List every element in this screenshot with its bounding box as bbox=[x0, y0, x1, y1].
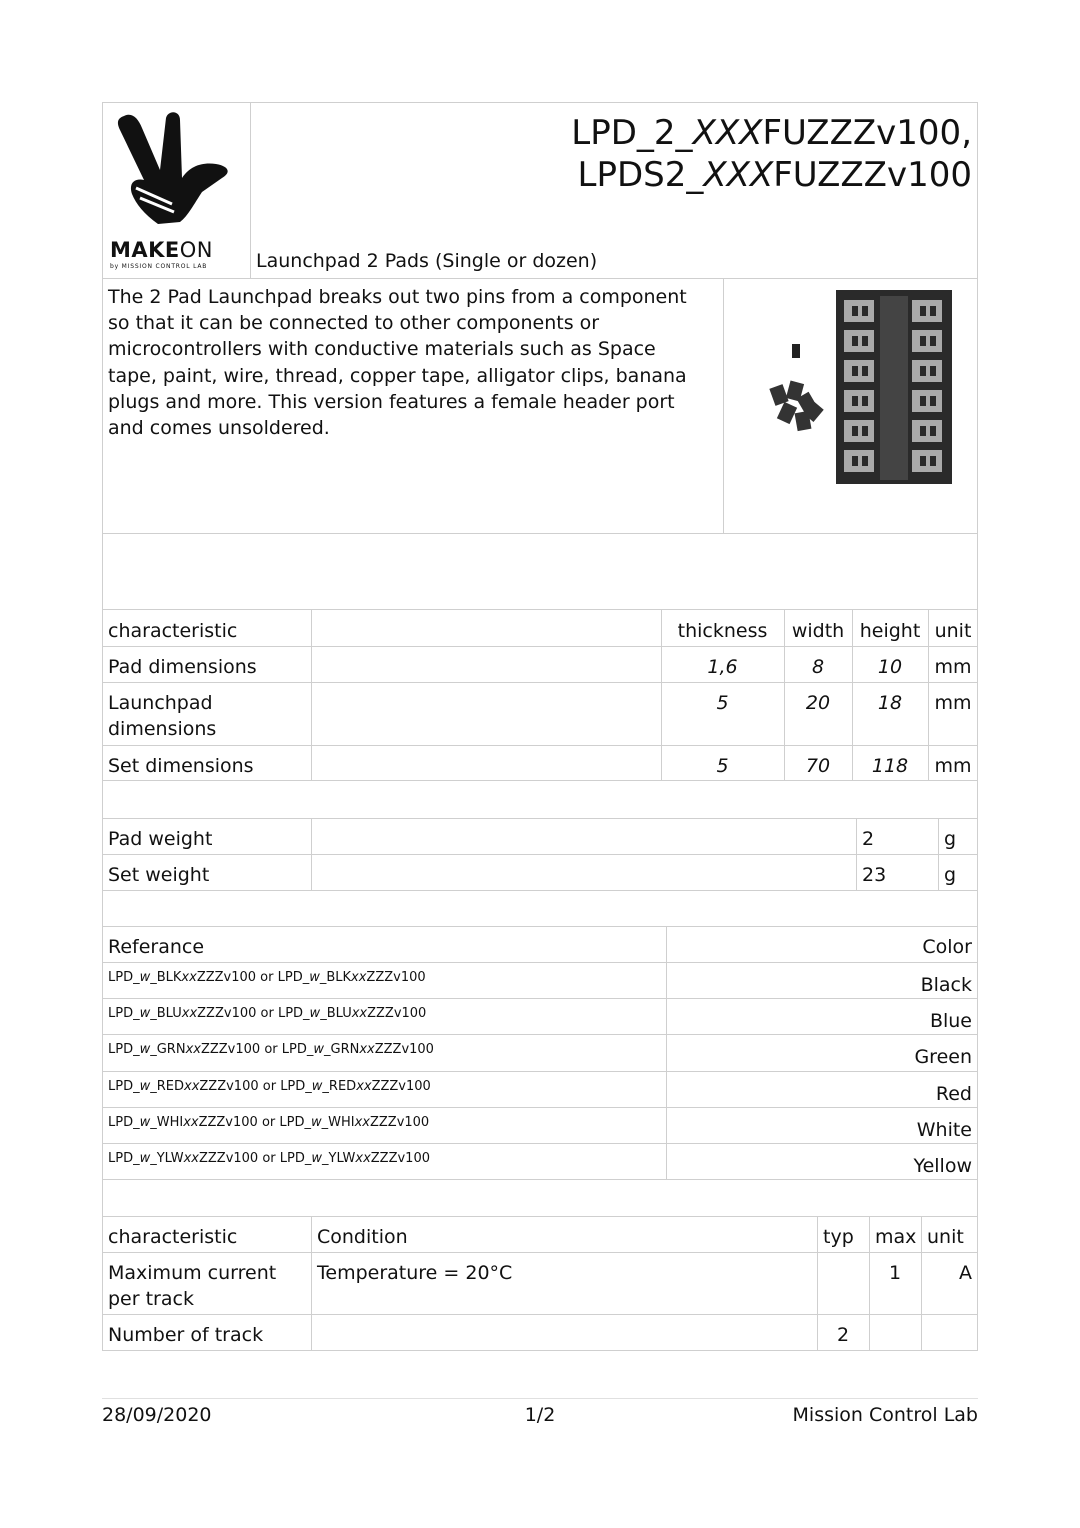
table-cell: 5 bbox=[716, 755, 729, 777]
table-cell bbox=[311, 1316, 323, 1328]
table-row-label: Set dimensions bbox=[108, 755, 254, 777]
table-cell: 5 bbox=[716, 692, 729, 714]
table-cell bbox=[869, 1316, 921, 1328]
reference-code: LPD_w_REDxxZZZv100 or LPD_w_REDxxZZZv100 bbox=[108, 1079, 431, 1094]
table-cell: g bbox=[944, 864, 957, 886]
footer-page-number: 1/2 bbox=[524, 1404, 556, 1426]
dim-header-thickness: thickness bbox=[677, 620, 768, 642]
table-cell: 1,6 bbox=[707, 656, 738, 678]
table-cell: A bbox=[959, 1262, 972, 1284]
table-row-label: Set weight bbox=[108, 864, 210, 886]
table-cell: mm bbox=[934, 656, 972, 678]
table-row-label: Pad weight bbox=[108, 828, 213, 850]
table-cell: 20 bbox=[805, 692, 831, 714]
reference-color: Red bbox=[935, 1083, 972, 1105]
spacer-row bbox=[102, 891, 978, 926]
divider bbox=[723, 278, 724, 533]
pad-set-panel bbox=[836, 290, 952, 484]
table-cell: Temperature = 20°C bbox=[317, 1262, 513, 1284]
table-row-label: Number of track bbox=[108, 1324, 264, 1346]
footer-company: Mission Control Lab bbox=[792, 1404, 978, 1426]
product-code-title: LPD_2_XXXFUZZZv100, LPDS2_XXXFUZZZv100 bbox=[571, 113, 972, 195]
table-cell: 70 bbox=[805, 755, 831, 777]
reference-color: White bbox=[916, 1119, 972, 1141]
ref-header-color: Color bbox=[922, 936, 972, 958]
reference-color: Green bbox=[914, 1046, 972, 1068]
reference-color: Blue bbox=[929, 1010, 972, 1032]
dim-header-width: width bbox=[791, 620, 845, 642]
elec-header-typ: typ bbox=[823, 1226, 854, 1248]
ref-header-reference: Referance bbox=[108, 936, 205, 958]
table-cell: 2 bbox=[862, 828, 875, 850]
table-cell: mm bbox=[934, 692, 972, 714]
table-row-label: Pad dimensions bbox=[108, 656, 257, 678]
dim-header-unit: unit bbox=[934, 620, 972, 642]
reference-code: LPD_w_GRNxxZZZv100 or LPD_w_GRNxxZZZv100 bbox=[108, 1042, 434, 1057]
reference-code: LPD_w_WHIxxZZZv100 or LPD_w_WHIxxZZZv100 bbox=[108, 1115, 430, 1130]
pad-pile-icon bbox=[769, 380, 823, 431]
product-description: The 2 Pad Launchpad breaks out two pins from a component so that it can be connected to other components or microcontrollers with conductive materials such as Space tape, paint, wire, thread, copper tape, alligator clips, banana plugs and more. This version features a female header port and comes unsoldered. bbox=[108, 286, 687, 440]
dim-header-height: height bbox=[859, 620, 921, 642]
reference-code: LPD_w_BLUxxZZZv100 or LPD_w_BLUxxZZZv100 bbox=[108, 1006, 427, 1021]
table-cell bbox=[817, 1254, 869, 1266]
divider bbox=[250, 102, 251, 278]
table-cell: 8 bbox=[811, 656, 825, 678]
divider bbox=[102, 533, 978, 534]
table-cell: g bbox=[944, 828, 957, 850]
table-cell: 10 bbox=[877, 656, 903, 678]
elec-header-max: max bbox=[875, 1226, 917, 1248]
footer-rule bbox=[102, 1398, 978, 1399]
single-pad-icon bbox=[792, 344, 800, 358]
footer-date: 28/09/2020 bbox=[102, 1404, 212, 1426]
elec-header-condition: Condition bbox=[317, 1226, 408, 1248]
reference-color: Black bbox=[920, 974, 972, 996]
divider bbox=[102, 278, 978, 279]
table-cell: 18 bbox=[877, 692, 903, 714]
logo-wordmark: MAKEON bbox=[110, 238, 214, 262]
table-cell: 23 bbox=[862, 864, 887, 886]
spacer-row bbox=[102, 781, 978, 818]
elec-header-characteristic: characteristic bbox=[108, 1226, 238, 1248]
table-cell: 2 bbox=[836, 1324, 850, 1346]
table-cell: 1 bbox=[888, 1262, 902, 1284]
product-subtitle: Launchpad 2 Pads (Single or dozen) bbox=[256, 250, 598, 272]
reference-color: Yellow bbox=[913, 1155, 972, 1177]
reference-code: LPD_w_BLKxxZZZv100 or LPD_w_BLKxxZZZv100 bbox=[108, 970, 426, 985]
table-row-label: Launchpad dimensions bbox=[108, 692, 217, 740]
product-photo bbox=[762, 286, 962, 486]
elec-header-unit: unit bbox=[927, 1226, 964, 1248]
table-cell bbox=[921, 1316, 978, 1328]
spacer-row bbox=[102, 1180, 978, 1216]
table-cell: 118 bbox=[871, 755, 909, 777]
table-row-label: Maximum current per track bbox=[108, 1262, 277, 1310]
logo-tagline: by MISSION CONTROL LAB bbox=[110, 263, 208, 270]
reference-code: LPD_w_YLWxxZZZv100 or LPD_w_YLWxxZZZv100 bbox=[108, 1151, 430, 1166]
dim-header-characteristic: characteristic bbox=[108, 620, 238, 642]
table-cell: mm bbox=[934, 755, 972, 777]
makeon-logo bbox=[110, 108, 242, 272]
hand-victory-icon bbox=[110, 108, 242, 228]
